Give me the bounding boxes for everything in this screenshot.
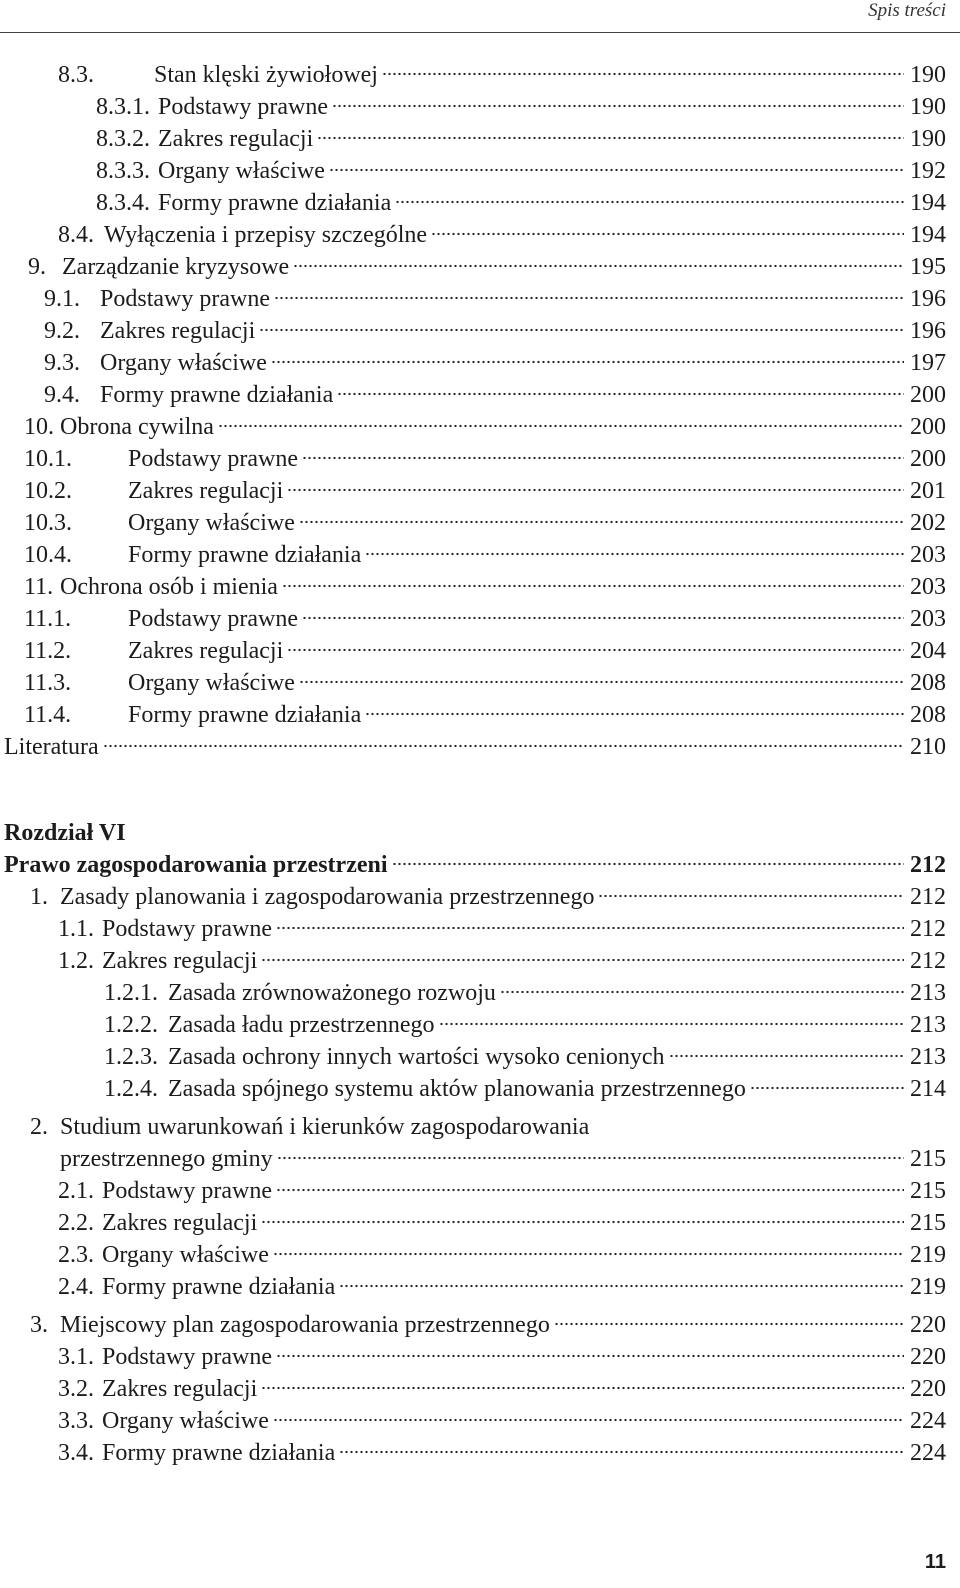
toc-entry-number: 10.3. <box>24 510 72 536</box>
toc-entry-number: 1.2. <box>58 948 94 974</box>
toc-entry-page: 220 <box>910 1344 946 1370</box>
toc-entry <box>58 60 946 90</box>
toc-entry-title: Zakres regulacji <box>102 1210 258 1236</box>
toc-entry <box>58 220 946 250</box>
toc-entry-page: 212 <box>910 852 946 878</box>
toc-entry-number: 8.4. <box>58 222 94 248</box>
toc-entry <box>24 604 946 634</box>
toc-entry-title: Literatura <box>4 734 99 760</box>
toc-entry <box>96 188 946 218</box>
dot-leader <box>317 134 904 140</box>
toc-entry-page: 215 <box>910 1178 946 1204</box>
dot-leader <box>293 262 904 268</box>
toc-entry-number: 8.3.1. <box>96 94 150 120</box>
toc-entry-title: Organy właściwe <box>102 1242 269 1268</box>
toc-entry-page: 213 <box>910 1012 946 1038</box>
toc-entry-page: 212 <box>910 948 946 974</box>
toc-entry-title: Formy prawne działania <box>102 1440 336 1466</box>
dot-leader <box>339 1448 904 1454</box>
toc-entry <box>28 252 946 282</box>
toc-entry-number: 9.3. <box>44 350 80 376</box>
toc-entry-title: Zasada zrównoważonego rozwoju <box>168 980 496 1006</box>
dot-leader <box>750 1084 904 1090</box>
dot-leader <box>276 1186 904 1192</box>
toc-entry-number: 1. <box>30 884 48 910</box>
toc-entry-page: 208 <box>910 702 946 728</box>
toc-entry <box>24 508 946 538</box>
toc-entry-title: Zasada ochrony innych wartości wysoko cenionych <box>168 1044 665 1070</box>
toc-entry-number: 1.1. <box>58 916 94 942</box>
toc-entry-title: Formy prawne działania <box>128 702 362 728</box>
toc-entry-title: Organy właściwe <box>158 158 325 184</box>
toc-entry-title: Podstawy prawne <box>102 916 272 942</box>
dot-leader <box>439 1020 904 1026</box>
dot-leader <box>365 710 904 716</box>
toc-entry-page: 190 <box>910 126 946 152</box>
dot-leader <box>669 1052 904 1058</box>
dot-leader <box>261 1384 904 1390</box>
toc-entry <box>24 572 946 602</box>
toc-entry-title: Prawo zagospodarowania przestrzeni <box>4 852 388 878</box>
toc-entry-title: Organy właściwe <box>128 510 295 536</box>
dot-leader <box>273 1416 904 1422</box>
toc-entry-page: 202 <box>910 510 946 536</box>
dot-leader <box>302 454 904 460</box>
toc-entry-page: 212 <box>910 916 946 942</box>
toc-entry-page: 215 <box>910 1146 946 1172</box>
toc-entry <box>30 1310 946 1340</box>
toc-entry-title: Zasada ładu przestrzennego <box>168 1012 435 1038</box>
toc-entry-title: Podstawy prawne <box>128 606 298 632</box>
toc-entry-page: 195 <box>910 254 946 280</box>
dot-leader <box>431 230 904 236</box>
toc-entry-page: 203 <box>910 606 946 632</box>
toc-entry-page: 215 <box>910 1210 946 1236</box>
dot-leader <box>395 198 904 204</box>
toc-entry-number: 1.2.2. <box>104 1012 158 1038</box>
toc-entry-number: 3.4. <box>58 1440 94 1466</box>
toc-entry-number: 9.2. <box>44 318 80 344</box>
dot-leader <box>500 988 904 994</box>
toc-entry <box>104 1074 946 1104</box>
toc-entry <box>24 444 946 474</box>
toc-entry-title: Zakres regulacji <box>100 318 256 344</box>
toc-entry-number: 10.4. <box>24 542 72 568</box>
toc-entry-page: 200 <box>910 446 946 472</box>
toc-entry <box>44 284 946 314</box>
toc-entry-title: Organy właściwe <box>102 1408 269 1434</box>
toc-entry-title: Formy prawne działania <box>102 1274 336 1300</box>
toc-entry <box>30 882 946 912</box>
toc-entry <box>96 124 946 154</box>
dot-leader <box>277 1154 904 1160</box>
toc-entry-number: 8.3. <box>58 62 94 88</box>
dot-leader <box>218 422 904 428</box>
toc-entry <box>104 978 946 1008</box>
chapter-label: Rozdział VI <box>4 820 126 846</box>
toc-entry <box>24 476 946 506</box>
page-number: 11 <box>924 1551 946 1573</box>
dot-leader <box>282 582 904 588</box>
toc-entry-page: 203 <box>910 574 946 600</box>
header-divider <box>0 32 960 33</box>
toc-entry-page: 200 <box>910 382 946 408</box>
toc-entry-page: 224 <box>910 1440 946 1466</box>
toc-entry-page: 203 <box>910 542 946 568</box>
toc-entry-number: 10.1. <box>24 446 72 472</box>
toc-entry-title: Zasady planowania i zagospodarowania przestrzennego <box>60 884 595 910</box>
toc-entry-number: 8.3.4. <box>96 190 150 216</box>
toc-entry-number: 3.3. <box>58 1408 94 1434</box>
toc-entry <box>44 380 946 410</box>
toc-entry-page: 220 <box>910 1376 946 1402</box>
toc-entry <box>24 412 946 442</box>
toc-entry-number: 9.4. <box>44 382 80 408</box>
toc-entry-number: 3.2. <box>58 1376 94 1402</box>
toc-entry <box>96 92 946 122</box>
toc-entry-number: 3. <box>30 1312 48 1338</box>
toc-entry-number: 1.2.3. <box>104 1044 158 1070</box>
dot-leader <box>259 326 904 332</box>
toc-entry-number: 10.2. <box>24 478 72 504</box>
toc-entry-page: 190 <box>910 62 946 88</box>
toc-entry <box>58 1176 946 1206</box>
toc-entry-number: 11.1. <box>24 606 72 632</box>
dot-leader <box>274 294 904 300</box>
toc-entry-number: 11. <box>24 574 54 600</box>
toc-entry-page: 212 <box>910 884 946 910</box>
toc-entry <box>4 850 946 880</box>
toc-entry-page: 197 <box>910 350 946 376</box>
toc-entry-page: 219 <box>910 1274 946 1300</box>
toc-entry-number: 8.3.3. <box>96 158 150 184</box>
toc-entry-title: Organy właściwe <box>128 670 295 696</box>
toc-entry-page: 194 <box>910 222 946 248</box>
toc-entry-page: 213 <box>910 980 946 1006</box>
toc-entry <box>24 540 946 570</box>
toc-entry-number: 3.1. <box>58 1344 94 1370</box>
toc-entry <box>58 1342 946 1372</box>
toc-entry <box>24 700 946 730</box>
toc-entry-number: 2.2. <box>58 1210 94 1236</box>
toc-entry-title: Organy właściwe <box>100 350 267 376</box>
toc-entry-number: 2.1. <box>58 1178 94 1204</box>
toc-entry-title: Zasada spójnego systemu aktów planowania przestrzennego <box>168 1076 746 1102</box>
toc-entry-page: 210 <box>910 734 946 760</box>
toc-entry-number: 1.2.1. <box>104 980 158 1006</box>
dot-leader <box>329 166 904 172</box>
dot-leader <box>276 924 904 930</box>
toc-entry-title: Wyłączenia i przepisy szczególne <box>104 222 428 248</box>
toc-entry-page: 204 <box>910 638 946 664</box>
dot-leader <box>332 102 904 108</box>
toc-entry-title: Podstawy prawne <box>100 286 270 312</box>
toc-entry <box>24 668 946 698</box>
dot-leader <box>337 390 904 396</box>
dot-leader <box>299 518 904 524</box>
toc-entry-title: Ochrona osób i mienia <box>60 574 278 600</box>
toc-entry-title: Stan klęski żywiołowej <box>154 62 378 88</box>
toc-entry-title: Formy prawne działania <box>100 382 334 408</box>
dot-leader <box>273 1250 904 1256</box>
toc-entry <box>44 348 946 378</box>
toc-entry-title: Studium uwarunkowań i kierunków zagospodarowania <box>60 1114 590 1140</box>
toc-entry-number: 2. <box>30 1114 48 1140</box>
toc-entry-page: 213 <box>910 1044 946 1070</box>
toc-entry-title: Zakres regulacji <box>128 478 284 504</box>
toc-entry <box>4 732 946 762</box>
toc-entry-page: 219 <box>910 1242 946 1268</box>
dot-leader <box>287 486 904 492</box>
toc-entry-title: Zarządzanie kryzysowe <box>62 254 290 280</box>
dot-leader <box>302 614 904 620</box>
toc-entry-number: 2.4. <box>58 1274 94 1300</box>
toc-entry-number: 9.1. <box>44 286 80 312</box>
dot-leader <box>598 892 904 898</box>
toc-entry-page: 224 <box>910 1408 946 1434</box>
toc-entry-title: Podstawy prawne <box>128 446 298 472</box>
toc-entry-title: Podstawy prawne <box>158 94 328 120</box>
toc-entry-page: 214 <box>910 1076 946 1102</box>
toc-entry-title: Formy prawne działania <box>128 542 362 568</box>
toc-entry-page: 200 <box>910 414 946 440</box>
toc-entry-page: 208 <box>910 670 946 696</box>
toc-entry <box>96 156 946 186</box>
toc-entry-title: Zakres regulacji <box>102 948 258 974</box>
toc-entry-page: 192 <box>910 158 946 184</box>
dot-leader <box>261 956 904 962</box>
running-head: Spis treści <box>868 0 946 21</box>
toc-entry <box>24 636 946 666</box>
toc-entry <box>104 1042 946 1072</box>
toc-entry-title: Miejscowy plan zagospodarowania przestrzennego <box>60 1312 550 1338</box>
toc-entry-number: 11.4. <box>24 702 72 728</box>
toc-entry-page: 196 <box>910 318 946 344</box>
dot-leader <box>271 358 904 364</box>
toc-entry-number: 1.2.4. <box>104 1076 158 1102</box>
toc-entry <box>44 316 946 346</box>
toc-entry <box>58 946 946 976</box>
toc-entry-title: Podstawy prawne <box>102 1178 272 1204</box>
toc-entry-number: 9. <box>28 254 46 280</box>
dot-leader <box>103 742 904 748</box>
toc-entry-title: przestrzennego gminy <box>60 1146 273 1172</box>
toc-entry <box>58 1406 946 1436</box>
toc-entry <box>58 1438 946 1468</box>
toc-entry-title: Obrona cywilna <box>60 414 214 440</box>
toc-entry-title: Podstawy prawne <box>102 1344 272 1370</box>
toc-entry-number: 8.3.2. <box>96 126 150 152</box>
toc-entry-page: 220 <box>910 1312 946 1338</box>
toc-entry <box>58 1240 946 1270</box>
toc-entry <box>58 1208 946 1238</box>
toc-entry-title: Formy prawne działania <box>158 190 392 216</box>
dot-leader <box>276 1352 904 1358</box>
toc-entry-number: 2.3. <box>58 1242 94 1268</box>
dot-leader <box>554 1320 904 1326</box>
toc-entry <box>58 1374 946 1404</box>
toc-entry <box>58 914 946 944</box>
dot-leader <box>287 646 904 652</box>
toc-entry-title: Zakres regulacji <box>102 1376 258 1402</box>
toc-entry <box>104 1010 946 1040</box>
toc-entry-title: Zakres regulacji <box>128 638 284 664</box>
dot-leader <box>382 70 904 76</box>
dot-leader <box>299 678 904 684</box>
dot-leader <box>392 860 904 866</box>
toc-entry <box>60 1144 946 1174</box>
dot-leader <box>339 1282 904 1288</box>
toc-entry-page: 190 <box>910 94 946 120</box>
dot-leader <box>365 550 904 556</box>
toc-entry-number: 10. <box>24 414 54 440</box>
toc-entry-number: 11.2. <box>24 638 72 664</box>
toc-entry <box>30 1112 946 1142</box>
toc-entry-page: 194 <box>910 190 946 216</box>
toc-entry-page: 201 <box>910 478 946 504</box>
toc-entry-title: Zakres regulacji <box>158 126 314 152</box>
dot-leader <box>261 1218 904 1224</box>
toc-entry-number: 11.3. <box>24 670 72 696</box>
toc-entry-page: 196 <box>910 286 946 312</box>
toc-entry <box>58 1272 946 1302</box>
